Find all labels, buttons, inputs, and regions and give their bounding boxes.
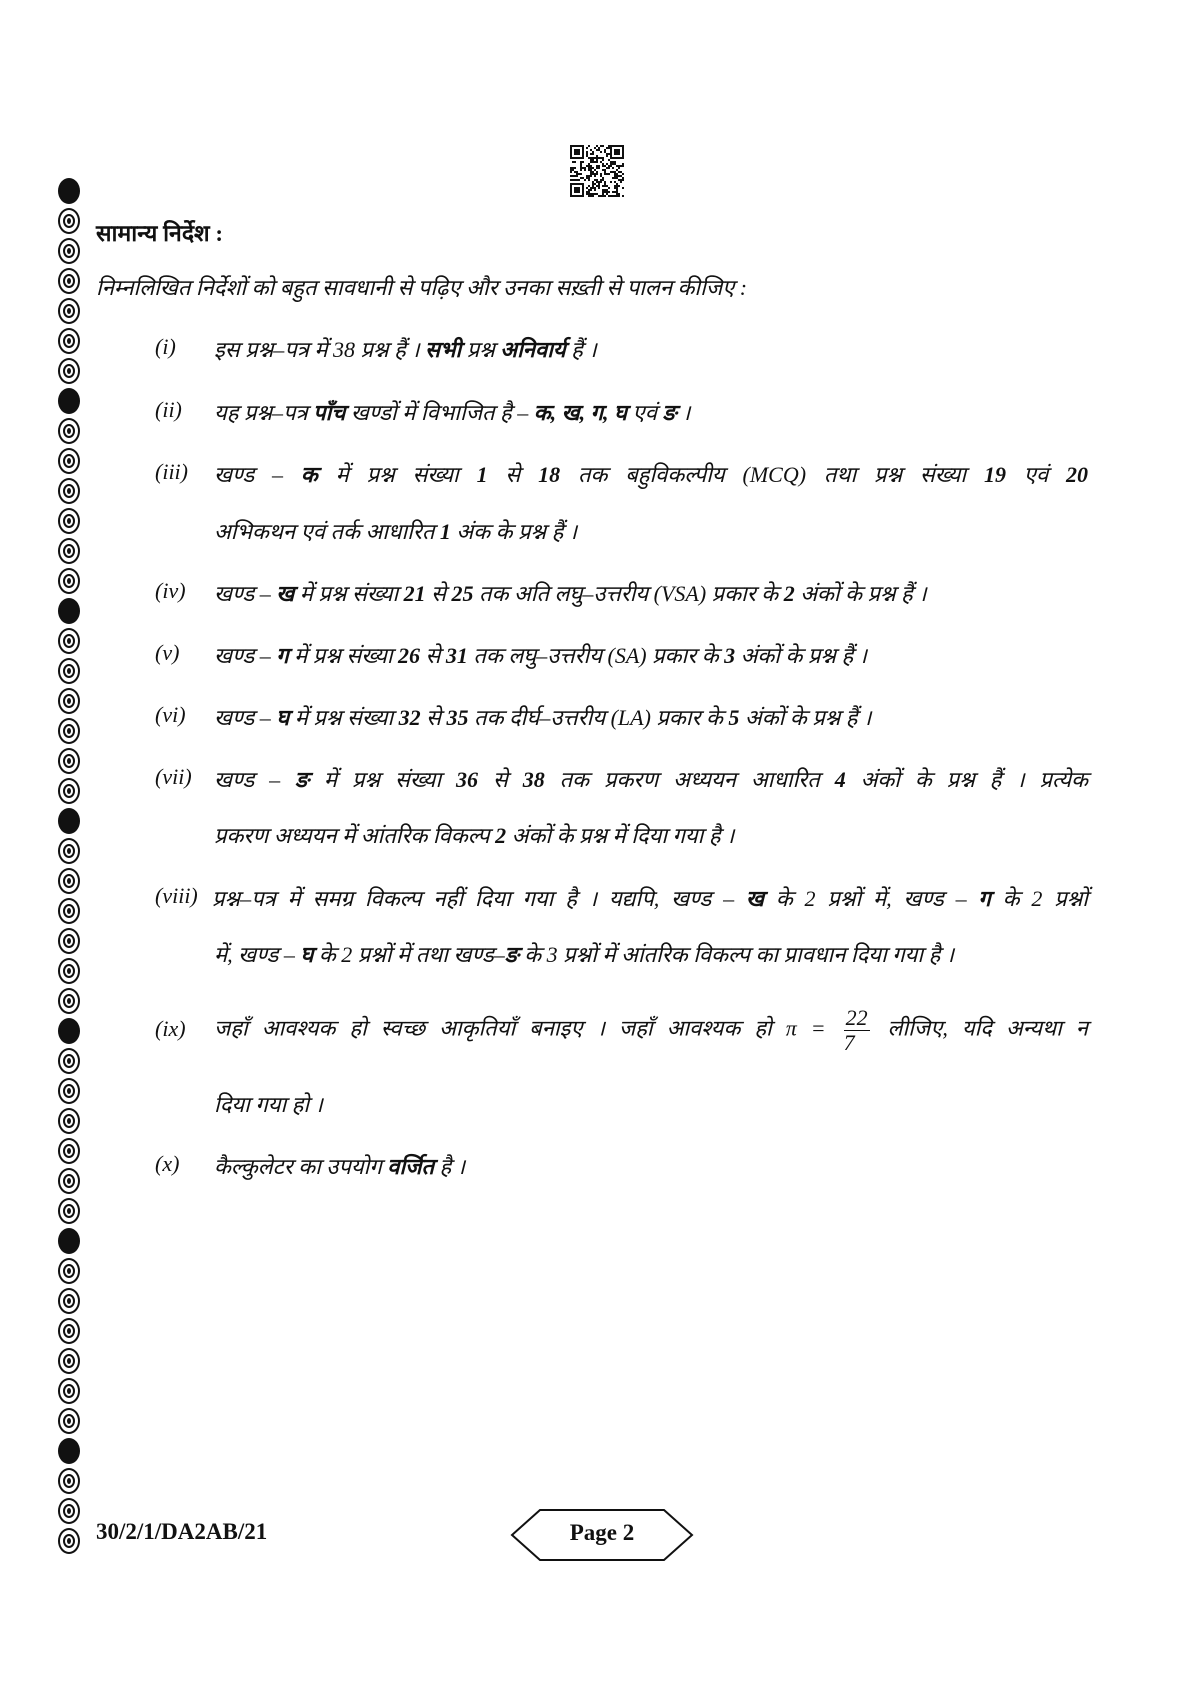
- fraction-denominator: 7: [843, 1030, 855, 1056]
- ring-icon: [58, 538, 80, 564]
- emphasis-text: ङ: [504, 942, 519, 967]
- ring-icon: [58, 208, 80, 234]
- emphasis-text: 19: [983, 462, 1006, 487]
- ring-icon: [58, 508, 80, 534]
- text-segment: ।: [676, 400, 691, 425]
- ring-icon: [58, 568, 80, 594]
- emphasis-text: 1: [476, 462, 488, 487]
- item-number: (vii): [155, 764, 192, 789]
- page-number: Page 2: [569, 1520, 635, 1545]
- text-segment: अंकों के प्रश्न हैं ।: [735, 643, 867, 668]
- text-segment: अंकों के प्रश्न में दिया गया है ।: [506, 823, 735, 848]
- ring-icon: [58, 1288, 80, 1314]
- text-segment: इस प्रश्न–पत्र में 38 प्रश्न हैं ।: [214, 337, 426, 362]
- text-segment: खण्डों में विभाजित है –: [345, 400, 534, 425]
- emphasis-text: अनिवार्य: [500, 337, 566, 362]
- emphasis-text: 20: [1066, 462, 1089, 487]
- emphasis-text: 5: [728, 705, 740, 730]
- ring-icon: [58, 958, 80, 984]
- text-segment: प्रश्न: [461, 337, 501, 362]
- emphasis-text: 3: [724, 643, 736, 668]
- ring-icon: [58, 718, 80, 744]
- text-segment: है ।: [434, 1154, 466, 1179]
- text-segment: एवं: [1005, 462, 1067, 487]
- ring-icon: [58, 868, 80, 894]
- text-segment: के 2 प्रश्नों में, खण्ड –: [763, 886, 979, 911]
- instruction-line: [214, 397, 690, 427]
- instruction-line: [214, 1089, 323, 1119]
- emphasis-text: क, ख, ग, घ: [533, 400, 628, 425]
- emphasis-text: क: [300, 462, 318, 487]
- ring-icon: [58, 298, 80, 324]
- instruction-line: [214, 1006, 1088, 1055]
- text-segment: में प्रश्न संख्या: [289, 705, 399, 730]
- text-segment: में प्रश्न संख्या: [288, 643, 399, 668]
- instruction-line: [212, 883, 1088, 913]
- text-segment: अंक के प्रश्न हैं ।: [450, 519, 578, 544]
- ring-icon: [58, 838, 80, 864]
- ring-icon: [58, 238, 80, 264]
- ring-icon: [58, 478, 80, 504]
- ring-icon: [58, 898, 80, 924]
- emphasis-text: 31: [445, 643, 468, 668]
- text-segment: कैल्कुलेटर का उपयोग: [214, 1154, 388, 1179]
- filled-ring-icon: [58, 598, 80, 624]
- emphasis-text: 25: [451, 581, 474, 606]
- ring-icon: [58, 328, 80, 354]
- emphasis-text: 36: [456, 767, 479, 792]
- ring-icon: [58, 1468, 80, 1494]
- emphasis-text: घ: [300, 942, 314, 967]
- instructions-intro: निम्नलिखित निर्देशों को बहुत सावधानी से पढ़िए और उनका सख़्ती से पालन कीजिए :: [96, 275, 748, 300]
- text-segment: तक लघु–उत्तरीय (SA) प्रकार के: [467, 643, 725, 668]
- ring-icon: [58, 268, 80, 294]
- ring-icon: [58, 1498, 80, 1524]
- item-number: (iii): [155, 459, 188, 484]
- text-segment: के 2 प्रश्नों: [990, 886, 1089, 911]
- ring-icon: [58, 1258, 80, 1284]
- text-segment: खण्ड –: [214, 462, 301, 487]
- instruction-line: [214, 1151, 465, 1181]
- ring-icon: [58, 1168, 80, 1194]
- ring-icon: [58, 418, 80, 444]
- ring-icon: [58, 1408, 80, 1434]
- item-number: (vi): [155, 702, 186, 727]
- text-segment: खण्ड –: [214, 643, 277, 668]
- text-segment: खण्ड –: [214, 581, 277, 606]
- text-segment: यह प्रश्न–पत्र: [214, 400, 314, 425]
- ring-icon: [58, 628, 80, 654]
- text-segment: हैं ।: [565, 337, 597, 362]
- text-segment: के 2 प्रश्नों में तथा खण्ड–: [313, 942, 505, 967]
- qr-code-icon: [570, 145, 624, 197]
- ring-icon: [58, 778, 80, 804]
- emphasis-text: सभी: [425, 337, 462, 362]
- emphasis-text: 21: [403, 581, 426, 606]
- margin-ring-column: [58, 178, 86, 1558]
- ring-icon: [58, 448, 80, 474]
- ring-icon: [58, 1378, 80, 1404]
- text-segment: में प्रश्न संख्या: [317, 462, 477, 487]
- instruction-line: [214, 640, 867, 670]
- ring-icon: [58, 1138, 80, 1164]
- filled-ring-icon: [58, 388, 80, 414]
- fraction-numerator: 22: [845, 1005, 868, 1030]
- item-number: (ix): [155, 1016, 186, 1041]
- emphasis-text: 2: [783, 581, 795, 606]
- emphasis-text: 35: [446, 705, 469, 730]
- emphasis-text: 26: [398, 643, 421, 668]
- ring-icon: [58, 1528, 80, 1554]
- text-segment: में, खण्ड –: [214, 942, 301, 967]
- text-segment: से: [487, 462, 539, 487]
- ring-icon: [58, 1348, 80, 1374]
- item-number: (x): [155, 1151, 180, 1176]
- text-segment: दिया गया हो ।: [214, 1092, 323, 1117]
- ring-icon: [58, 988, 80, 1014]
- filled-ring-icon: [58, 1438, 80, 1464]
- text-segment: के 3 प्रश्नों में आंतरिक विकल्प का प्रावधान दिया गया है ।: [518, 942, 955, 967]
- emphasis-text: ङ: [295, 767, 310, 792]
- filled-ring-icon: [58, 1018, 80, 1044]
- item-number: (ii): [155, 397, 182, 422]
- text-segment: से: [420, 643, 446, 668]
- emphasis-text: 18: [538, 462, 561, 487]
- ring-icon: [58, 658, 80, 684]
- text-segment: जहाँ आवश्यक हो स्वच्छ आकृतियाँ बनाइए । जहाँ आवश्यक हो π =: [214, 1015, 840, 1041]
- instruction-line: [214, 459, 1088, 489]
- text-segment: से: [478, 767, 523, 792]
- page-number-badge: [510, 1508, 694, 1562]
- pi-fraction: [844, 1006, 870, 1055]
- filled-ring-icon: [58, 1228, 80, 1254]
- text-segment: से: [425, 581, 452, 606]
- text-segment: तक अति लघु–उत्तरीय (VSA) प्रकार के: [473, 581, 784, 606]
- text-segment: प्रकरण अध्ययन में आंतरिक विकल्प: [214, 823, 496, 848]
- emphasis-text: 32: [398, 705, 421, 730]
- emphasis-text: घ: [276, 705, 290, 730]
- emphasis-text: ग: [978, 886, 991, 911]
- instruction-line: [214, 939, 954, 969]
- text-segment: तक दीर्घ–उत्तरीय (LA) प्रकार के: [468, 705, 729, 730]
- text-segment: तक प्रकरण अध्ययन आधारित: [544, 767, 835, 792]
- text-segment: में प्रश्न संख्या: [294, 581, 404, 606]
- item-number: (i): [155, 334, 176, 359]
- ring-icon: [58, 928, 80, 954]
- item-number: (viii): [155, 883, 198, 908]
- ring-icon: [58, 1198, 80, 1224]
- instruction-line: [214, 820, 734, 850]
- text-segment: खण्ड –: [214, 705, 277, 730]
- emphasis-text: ग: [276, 643, 289, 668]
- emphasis-text: ख: [276, 581, 295, 606]
- instruction-line: [214, 516, 577, 546]
- instruction-line: [214, 702, 871, 732]
- item-number: (iv): [155, 578, 186, 603]
- instruction-line: [214, 578, 927, 608]
- text-segment: प्रश्न–पत्र में समग्र विकल्प नहीं दिया गया है । यद्यपि, खण्ड –: [212, 886, 746, 911]
- text-segment: से: [420, 705, 447, 730]
- ring-icon: [58, 1048, 80, 1074]
- text-segment: अंकों के प्रश्न हैं ।: [739, 705, 872, 730]
- text-segment: अभिकथन एवं तर्क आधारित: [214, 519, 440, 544]
- section-title: सामान्य निर्देश :: [96, 221, 224, 246]
- ring-icon: [58, 358, 80, 384]
- ring-icon: [58, 1108, 80, 1134]
- text-segment: खण्ड –: [214, 767, 296, 792]
- ring-icon: [58, 1318, 80, 1344]
- ring-icon: [58, 688, 80, 714]
- emphasis-text: 4: [834, 767, 846, 792]
- emphasis-text: 1: [439, 519, 451, 544]
- text-segment: तक बहुविकल्पीय (MCQ) तथा प्रश्न संख्या: [560, 462, 984, 487]
- instruction-line: [214, 334, 597, 364]
- instruction-line: [214, 764, 1088, 794]
- text-segment: अंकों के प्रश्न हैं ।: [794, 581, 927, 606]
- emphasis-text: ख: [745, 886, 764, 911]
- emphasis-text: पाँच: [313, 400, 346, 425]
- ring-icon: [58, 1078, 80, 1104]
- text-segment: में प्रश्न संख्या: [309, 767, 457, 792]
- ring-icon: [58, 748, 80, 774]
- paper-code: 30/2/1/DA2AB/21: [96, 1519, 268, 1544]
- text-segment: अंकों के प्रश्न हैं । प्रत्येक: [845, 767, 1089, 792]
- emphasis-text: 38: [522, 767, 545, 792]
- emphasis-text: वर्जित: [387, 1154, 435, 1179]
- item-number: (v): [155, 640, 180, 665]
- emphasis-text: 2: [495, 823, 507, 848]
- emphasis-text: ङ: [662, 400, 677, 425]
- text-segment: एवं: [627, 400, 663, 425]
- text-segment: लीजिए, यदि अन्यथा न: [873, 1015, 1089, 1041]
- filled-ring-icon: [58, 178, 80, 204]
- filled-ring-icon: [58, 808, 80, 834]
